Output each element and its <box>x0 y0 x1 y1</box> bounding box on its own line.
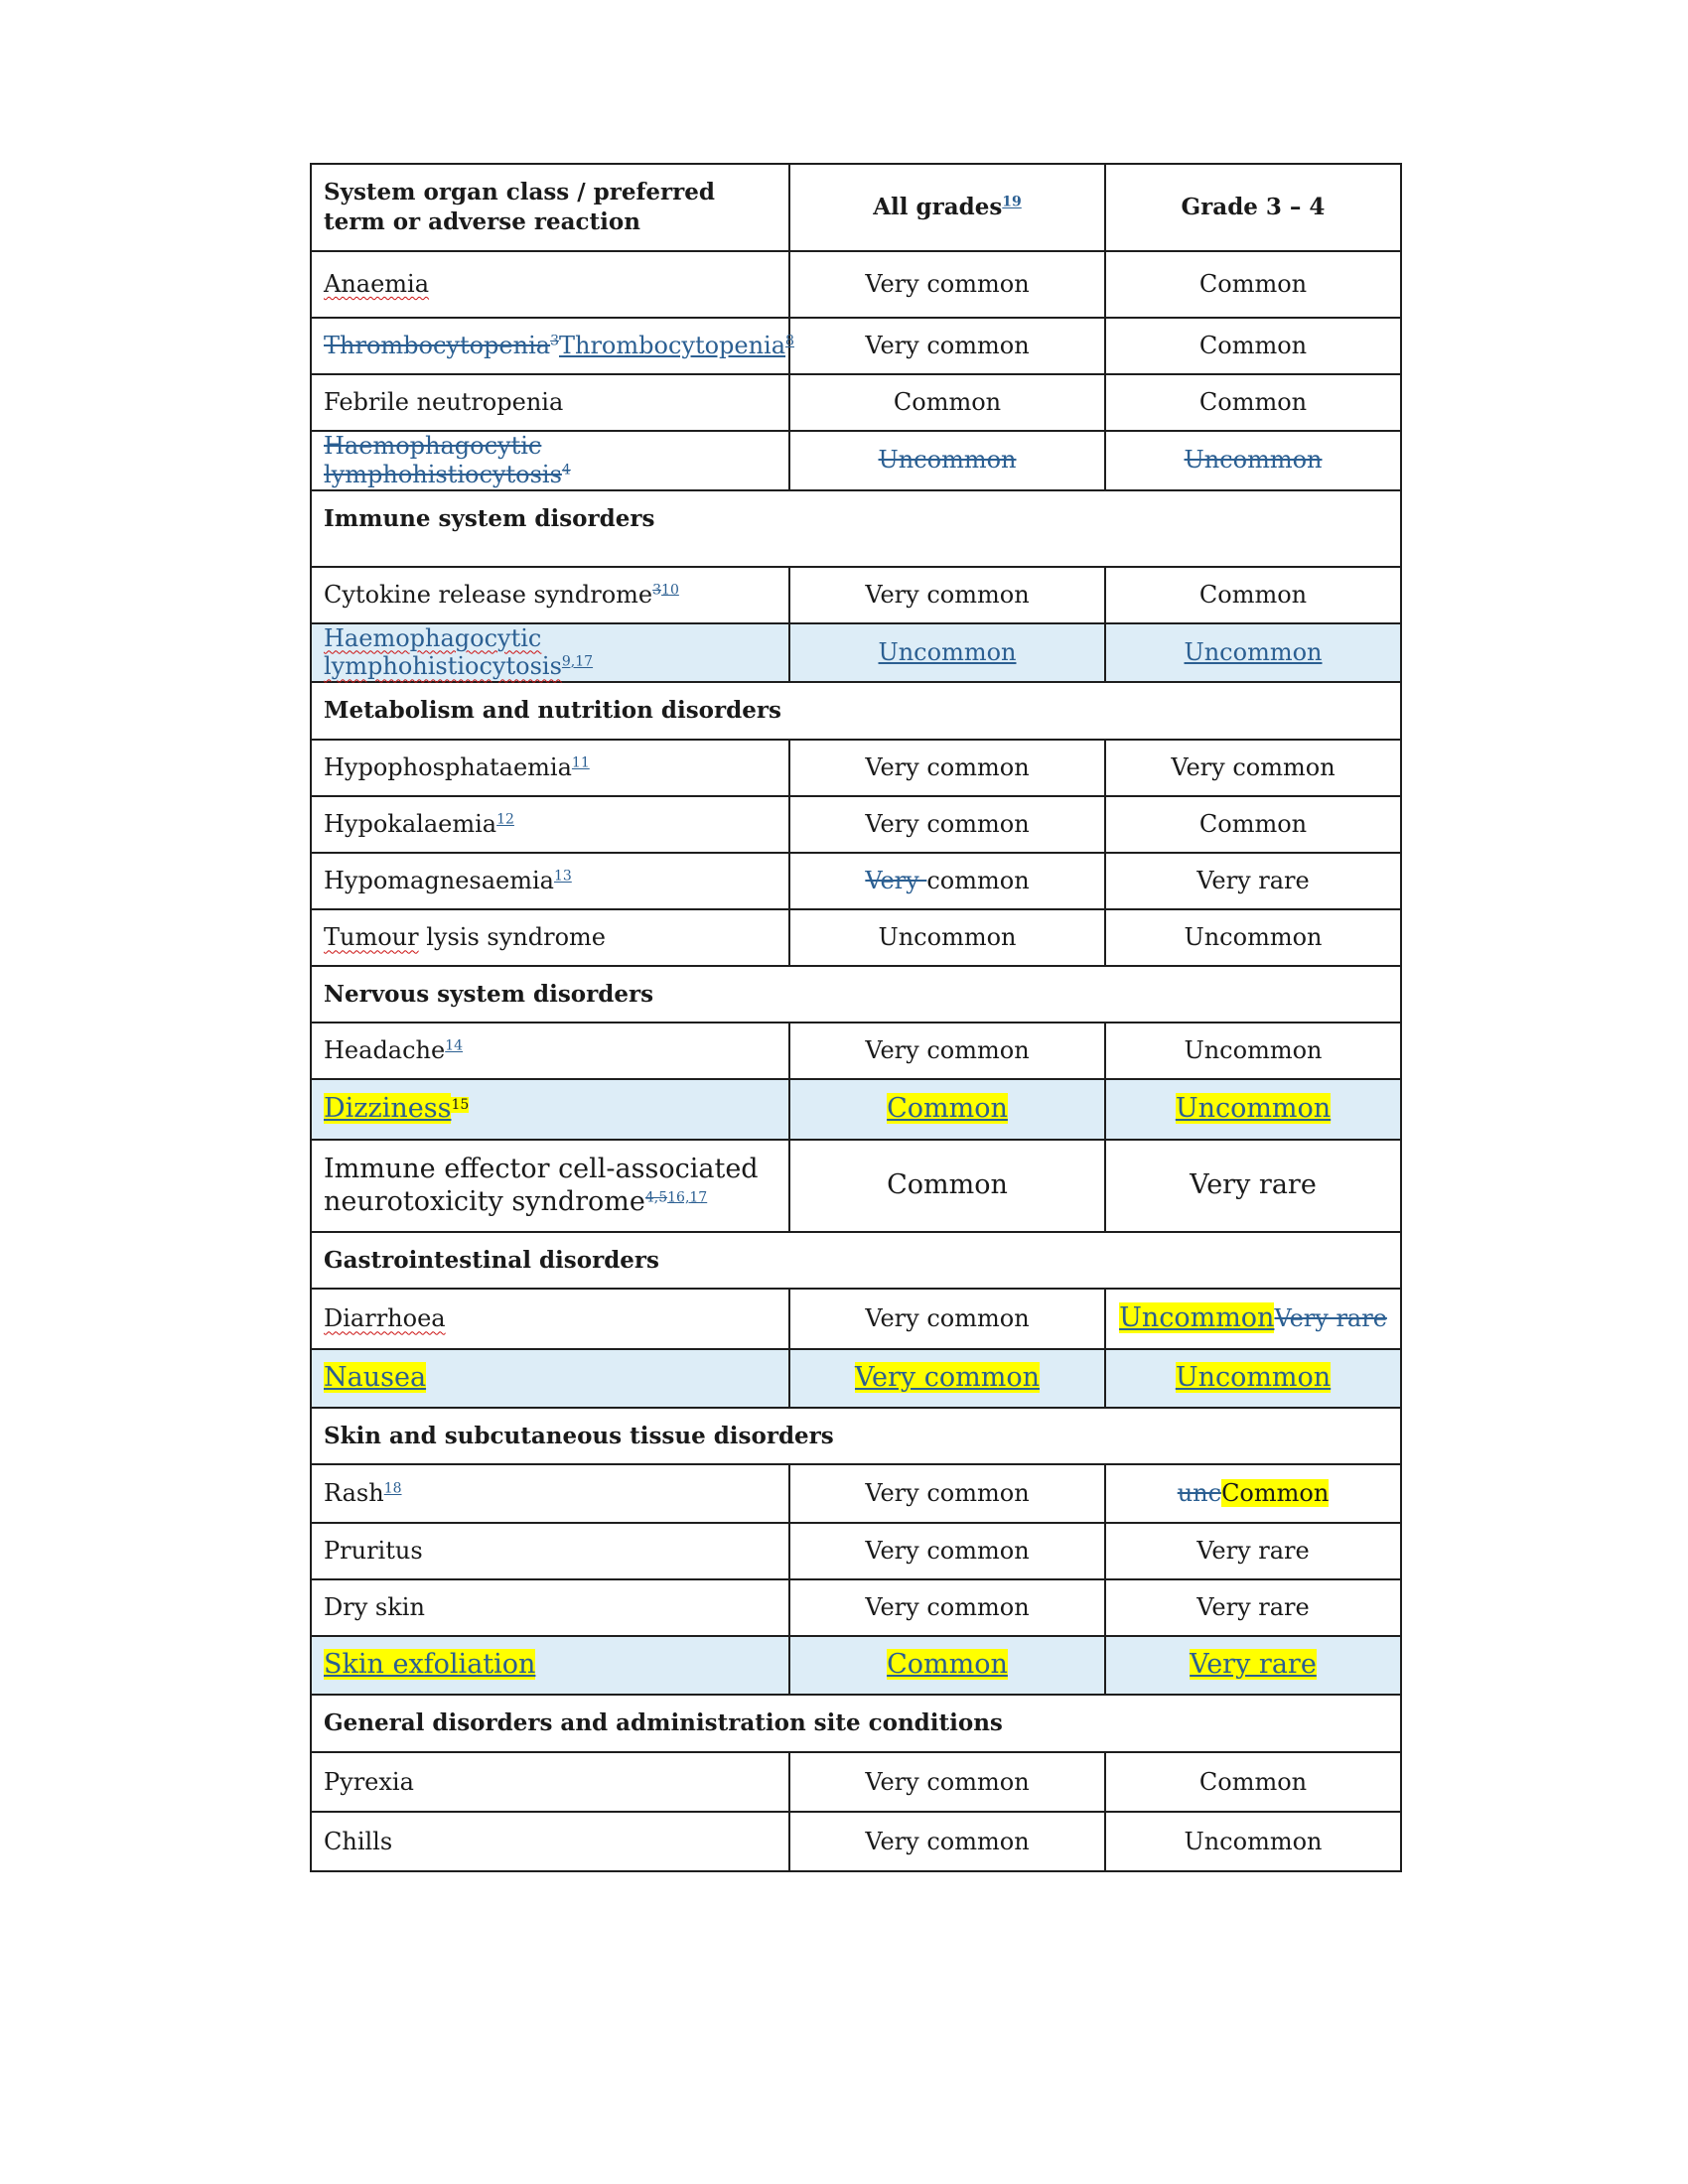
section-general-disorders: General disorders and administration site conditions <box>311 1695 1401 1752</box>
table-row <box>311 740 1401 796</box>
table-row <box>311 318 1401 374</box>
deleted-prefix: unc <box>1177 1479 1222 1508</box>
table-row <box>311 1140 1401 1232</box>
term-icans-line-1: Immune effector cell-associated <box>324 1154 759 1185</box>
term-cell <box>311 853 789 909</box>
grade-3-4-cell <box>1105 1349 1401 1408</box>
grade-3-4-cell <box>1105 1464 1401 1523</box>
header-all-grades <box>789 164 1105 251</box>
section-immune-system-disorders: Immune system disorders <box>311 490 1401 567</box>
all-grades-cell: Very common <box>789 1579 1105 1636</box>
table-row <box>311 1752 1401 1812</box>
table-row <box>311 374 1401 431</box>
header-system-organ-class: System organ class / preferred term or adverse reaction <box>311 164 789 251</box>
deleted-ref: 4,5 <box>644 1189 668 1206</box>
table-row <box>311 251 1401 318</box>
term-hypokalaemia: Hypokalaemia <box>324 810 497 839</box>
term-dry-skin: Dry skin <box>311 1579 789 1636</box>
grade-3-4-cell: Common <box>1105 318 1401 374</box>
section-row <box>311 966 1401 1023</box>
deleted-frequency: Uncommon <box>878 446 1017 475</box>
table-row <box>311 1464 1401 1523</box>
inserted-frequency: Uncommon <box>1175 1093 1332 1125</box>
table-row <box>311 796 1401 853</box>
grade-3-4-cell: Common <box>1105 796 1401 853</box>
all-grades-cell: Very common <box>789 1752 1105 1812</box>
adverse-reactions-table <box>310 163 1402 1872</box>
section-row <box>311 1408 1401 1464</box>
term-cell <box>311 740 789 796</box>
term-anaemia: Anaemia <box>324 270 430 299</box>
inserted-ref[interactable]: 13 <box>553 868 572 885</box>
deleted-ref: 3 <box>550 333 559 349</box>
deleted-frequency: Uncommon <box>1184 446 1323 475</box>
all-grades-cell <box>789 1349 1105 1408</box>
grade-3-4-cell: Very rare <box>1105 1579 1401 1636</box>
table-row <box>311 1523 1401 1579</box>
section-nervous-system-disorders: Nervous system disorders <box>311 966 1401 1023</box>
section-skin-and-subcutaneous: Skin and subcutaneous tissue disorders <box>311 1408 1401 1464</box>
header-all-grades-label: All grades <box>873 194 1003 221</box>
inserted-term-nausea: Nausea <box>324 1362 427 1394</box>
table-header-row <box>311 164 1401 251</box>
term-cell <box>311 909 789 966</box>
all-grades-cell: Very common <box>789 567 1105 623</box>
term-lysis-syndrome: lysis syndrome <box>418 923 606 952</box>
deleted-frequency-word: Very <box>865 867 927 895</box>
term-cell <box>311 1023 789 1079</box>
all-grades-cell <box>789 623 1105 683</box>
section-metabolism-and-nutrition: Metabolism and nutrition disorders <box>311 682 1401 740</box>
inserted-frequency: Very rare <box>1190 1649 1317 1681</box>
all-grades-cell <box>789 1636 1105 1695</box>
term-cell <box>311 1079 789 1140</box>
inserted-term-dizziness: Dizziness <box>324 1093 452 1125</box>
term-headache: Headache <box>324 1036 446 1065</box>
grade-3-4-cell <box>1105 1636 1401 1695</box>
section-row <box>311 682 1401 740</box>
term-hypophosphataemia: Hypophosphataemia <box>324 753 572 782</box>
term-cell <box>311 1289 789 1349</box>
grade-3-4-cell: Very rare <box>1105 1523 1401 1579</box>
term-rash: Rash <box>324 1479 384 1508</box>
inserted-frequency: Common <box>887 1093 1008 1125</box>
term-cytokine-release-syndrome: Cytokine release syndrome <box>324 580 653 609</box>
term-diarrhoea: Diarrhoea <box>324 1304 446 1333</box>
inserted-frequency: Very common <box>855 1362 1040 1394</box>
term-cell <box>311 623 789 683</box>
header-all-grades-ref[interactable]: 19 <box>1002 194 1022 210</box>
table-row <box>311 1289 1401 1349</box>
table-row <box>311 623 1401 683</box>
grade-3-4-cell <box>1105 623 1401 683</box>
grade-3-4-cell: Very common <box>1105 740 1401 796</box>
table-row <box>311 1812 1401 1871</box>
inserted-frequency: Uncommon <box>878 637 1017 666</box>
term-tumour: Tumour <box>324 923 419 952</box>
all-grades-cell: Very common <box>789 1023 1105 1079</box>
inserted-frequency: Uncommon <box>1175 1362 1332 1394</box>
grade-3-4-cell: Common <box>1105 251 1401 318</box>
term-icans-line-2: neurotoxicity syndrome <box>324 1185 645 1217</box>
table-row <box>311 431 1401 490</box>
inserted-ref[interactable]: 8 <box>785 333 794 349</box>
deleted-ref: 3 <box>652 582 662 599</box>
all-grades-cell: Very common <box>789 251 1105 318</box>
deleted-frequency: Very rare <box>1274 1304 1387 1333</box>
frequency-word: common <box>926 867 1030 895</box>
table-row <box>311 1079 1401 1140</box>
table-row <box>311 567 1401 623</box>
table-row <box>311 909 1401 966</box>
all-grades-cell: Common <box>789 374 1105 431</box>
section-row <box>311 1232 1401 1289</box>
section-row <box>311 490 1401 567</box>
inserted-term-thrombocytopenia: Thrombocytopenia <box>558 332 786 360</box>
all-grades-cell <box>789 431 1105 490</box>
term-cell <box>311 567 789 623</box>
term-pyrexia: Pyrexia <box>311 1752 789 1812</box>
grade-3-4-cell: Common <box>1105 374 1401 431</box>
inserted-frequency: Uncommon <box>1119 1302 1275 1334</box>
table-row <box>311 1636 1401 1695</box>
all-grades-cell: Very common <box>789 1289 1105 1349</box>
all-grades-cell: Uncommon <box>789 909 1105 966</box>
grade-3-4-cell: Common <box>1105 1752 1401 1812</box>
term-cell <box>311 318 794 374</box>
term-cell <box>311 1464 789 1523</box>
grade-3-4-cell: Common <box>1105 567 1401 623</box>
table-row <box>311 853 1401 909</box>
section-row <box>311 1695 1401 1752</box>
all-grades-cell: Very common <box>789 318 1105 374</box>
inserted-frequency: Uncommon <box>1184 637 1323 666</box>
inserted-ref[interactable]: 9,17 <box>561 654 594 670</box>
inserted-ref[interactable]: 14 <box>445 1037 464 1054</box>
inserted-frequency: Common <box>887 1649 1008 1681</box>
grade-3-4-cell: Very rare <box>1105 853 1401 909</box>
grade-3-4-cell: Uncommon <box>1105 1023 1401 1079</box>
all-grades-cell <box>789 1079 1105 1140</box>
term-hypomagnesaemia: Hypomagnesaemia <box>324 867 554 895</box>
inserted-ref[interactable]: 18 <box>383 1480 402 1497</box>
all-grades-cell: Very common <box>789 740 1105 796</box>
term-pruritus: Pruritus <box>311 1523 789 1579</box>
term-cell <box>311 431 789 490</box>
all-grades-cell: Very common <box>789 796 1105 853</box>
inserted-ref[interactable]: 16,17 <box>667 1189 708 1206</box>
term-febrile-neutropenia: Febrile neutropenia <box>311 374 789 431</box>
inserted-ref[interactable]: 10 <box>661 582 679 599</box>
grade-3-4-cell: Uncommon <box>1105 909 1401 966</box>
inserted-term-hlh: Haemophagocytic lymphohistiocytosis <box>324 623 562 681</box>
all-grades-cell <box>789 853 1105 909</box>
inserted-ref[interactable]: 12 <box>496 811 514 828</box>
table-row <box>311 1349 1401 1408</box>
header-grade-3-4: Grade 3 – 4 <box>1105 164 1401 251</box>
term-cell <box>311 1636 789 1695</box>
all-grades-cell: Common <box>789 1140 1105 1232</box>
grade-3-4-cell: Uncommon <box>1105 1812 1401 1871</box>
ref-number: 15 <box>451 1097 470 1114</box>
grade-3-4-cell <box>1105 431 1401 490</box>
grade-3-4-cell <box>1105 1289 1401 1349</box>
inserted-term-skin-exfoliation: Skin exfoliation <box>324 1649 536 1681</box>
term-cell <box>311 796 789 853</box>
deleted-ref: 4 <box>561 462 571 478</box>
all-grades-cell: Very common <box>789 1812 1105 1871</box>
term-cell <box>311 1349 789 1408</box>
term-cell <box>311 251 789 318</box>
all-grades-cell: Very common <box>789 1523 1105 1579</box>
deleted-term-hlh: Haemophagocytic lymphohistiocytosis <box>324 432 562 488</box>
inserted-frequency: Common <box>1221 1479 1330 1508</box>
term-cell <box>311 1140 789 1232</box>
grade-3-4-cell <box>1105 1079 1401 1140</box>
grade-3-4-cell: Very rare <box>1105 1140 1401 1232</box>
table-row <box>311 1023 1401 1079</box>
all-grades-cell: Very common <box>789 1464 1105 1523</box>
section-gastrointestinal-disorders: Gastrointestinal disorders <box>311 1232 1401 1289</box>
inserted-ref[interactable]: 11 <box>571 754 590 771</box>
table-row <box>311 1579 1401 1636</box>
term-chills: Chills <box>311 1812 789 1871</box>
deleted-term-thrombocytopenia: Thrombocytopenia <box>324 332 551 360</box>
